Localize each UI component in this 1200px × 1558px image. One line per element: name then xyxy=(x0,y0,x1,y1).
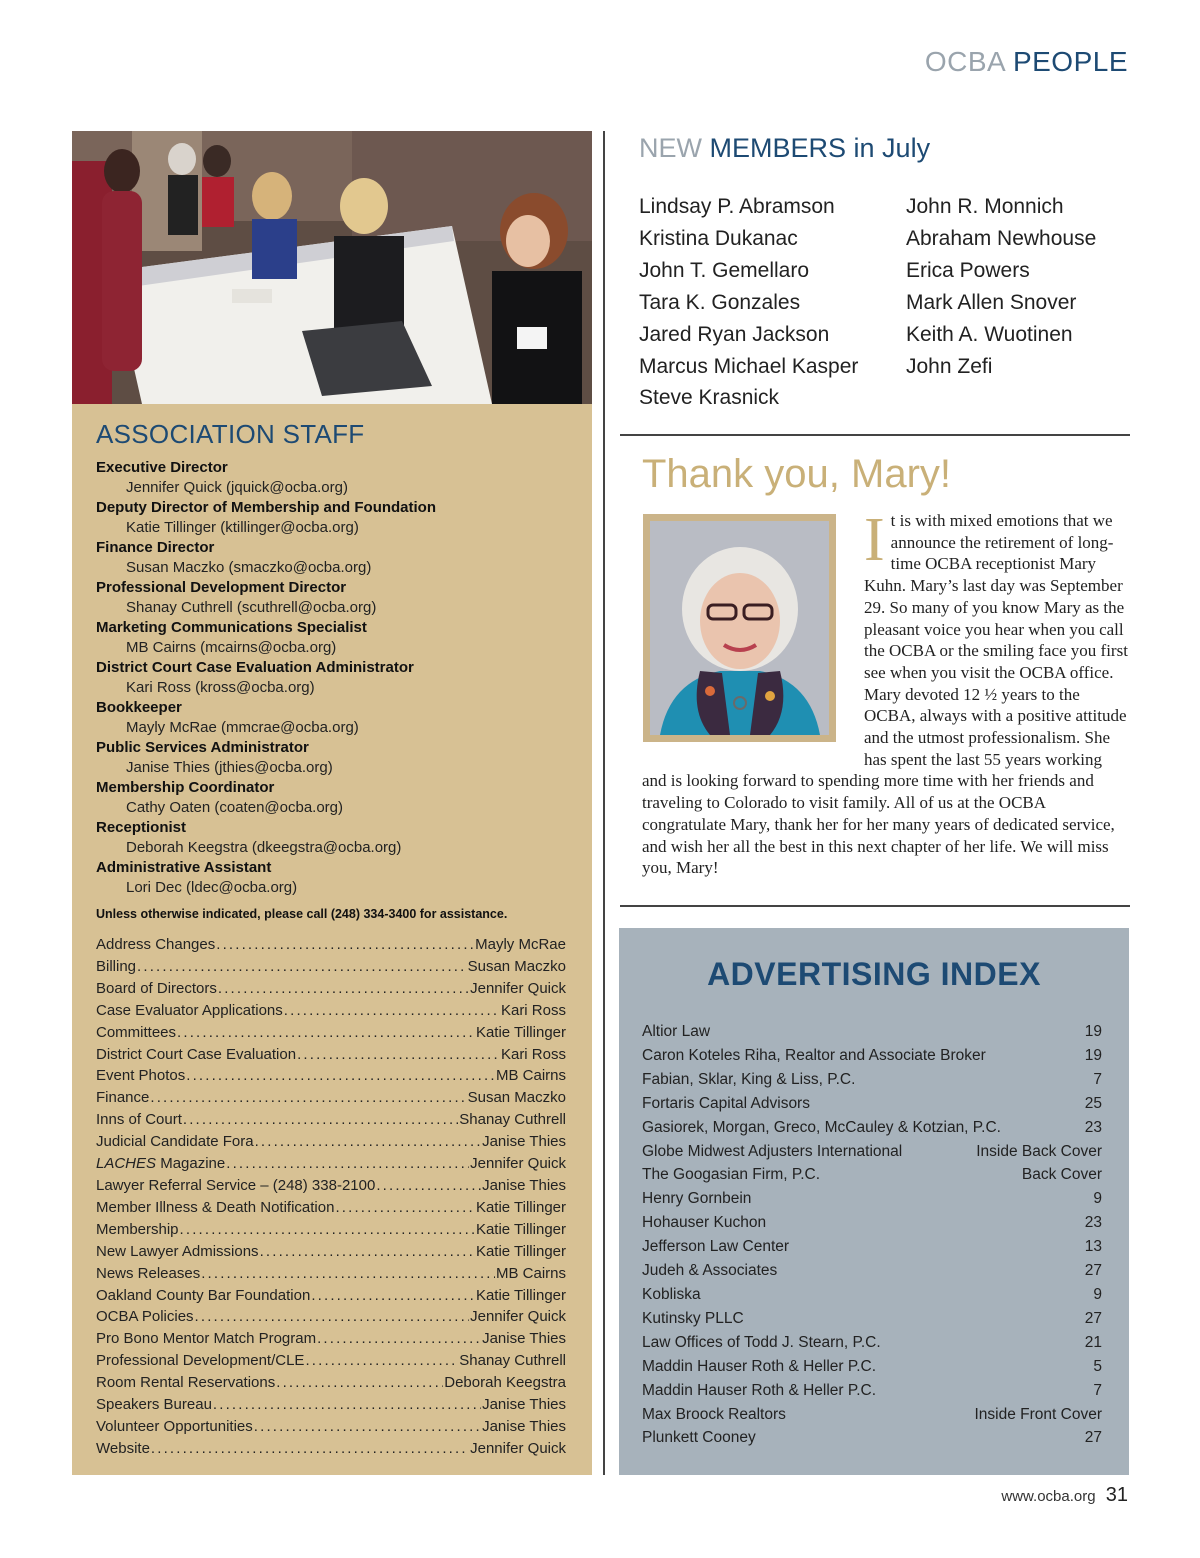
contact-topic-text: Case Evaluator Applications xyxy=(96,1001,283,1019)
contact-topic xyxy=(96,1219,179,1241)
staff-person: Shanay Cuthrell (scuthrell@ocba.org) xyxy=(126,599,377,616)
leader-dots xyxy=(216,934,474,956)
contact-row xyxy=(96,1044,566,1066)
contact-topic-text: Judicial Candidate Fora xyxy=(96,1133,254,1151)
advertiser-name: Caron Koteles Riha, Realtor and Associate Broker xyxy=(642,1046,986,1064)
member-name: Abraham Newhouse xyxy=(906,226,1097,250)
leader-dots xyxy=(305,1350,458,1372)
advertiser-page: 21 xyxy=(1084,1333,1102,1351)
contact-topic xyxy=(96,1263,200,1285)
advertiser-page: 25 xyxy=(1084,1094,1102,1112)
advertiser-page: 27 xyxy=(1084,1262,1102,1280)
contact-topic-text: Board of Directors xyxy=(96,979,217,997)
staff-role: Deputy Director of Membership and Foundation xyxy=(96,499,437,516)
ad-index-row xyxy=(642,1092,1102,1116)
contact-topic-text: Oakland County Bar Foundation xyxy=(96,1286,311,1304)
contact-row xyxy=(96,1438,566,1460)
leader-dots xyxy=(137,956,467,978)
contact-topic-text: Volunteer Opportunities xyxy=(96,1417,253,1435)
advertiser-page: 23 xyxy=(1084,1214,1102,1232)
contact-topic xyxy=(96,1197,334,1219)
contact-name: Janise Thies xyxy=(482,1417,566,1435)
page-number: 31 xyxy=(1105,1484,1128,1506)
advertiser-name: Globe Midwest Adjusters International xyxy=(642,1142,903,1160)
advertiser-name: Maddin Hauser Roth & Heller P.C. xyxy=(642,1381,877,1399)
contact-topic xyxy=(96,934,215,956)
advertiser-name: Fortaris Capital Advisors xyxy=(642,1094,810,1112)
contact-name: Shanay Cuthrell xyxy=(459,1352,566,1370)
contact-topic-text: News Releases xyxy=(96,1264,201,1282)
advertiser-page: 23 xyxy=(1084,1118,1102,1136)
contact-topic xyxy=(96,1065,185,1087)
contact-row xyxy=(96,1306,566,1328)
contact-topic xyxy=(96,1131,254,1153)
contact-name: MB Cairns xyxy=(495,1067,566,1085)
contact-name: Janise Thies xyxy=(482,1176,566,1194)
contact-topic xyxy=(96,1306,194,1328)
staff-person: Susan Maczko (smaczko@ocba.org) xyxy=(126,559,372,576)
staff-note: Unless otherwise indicated, please call (248) 334-3400 for assistance. xyxy=(96,907,508,921)
contact-topic-text: Finance xyxy=(96,1089,150,1107)
contact-row xyxy=(96,934,566,956)
contact-row xyxy=(96,1350,566,1372)
contact-row xyxy=(96,1416,566,1438)
member-name: Jared Ryan Jackson xyxy=(639,322,830,346)
advertiser-name: Max Broock Realtors xyxy=(642,1405,786,1423)
contact-topic-text: New Lawyer Admissions xyxy=(96,1242,259,1260)
contact-topic-text: Speakers Bureau xyxy=(96,1396,212,1414)
footer-url: www.ocba.org xyxy=(1001,1488,1096,1505)
divider xyxy=(620,905,1130,907)
member-name: Kristina Dukanac xyxy=(639,226,798,250)
staff-role: Executive Director xyxy=(96,459,228,476)
contact-row xyxy=(96,956,566,978)
staff-role: Public Services Administrator xyxy=(96,739,309,756)
staff-list xyxy=(96,458,576,898)
leader-dots xyxy=(186,1065,495,1087)
contact-name: Jennifer Quick xyxy=(470,1155,566,1173)
advertiser-name: Maddin Hauser Roth & Heller P.C. xyxy=(642,1357,877,1375)
advertiser-name: Hohauser Kuchon xyxy=(642,1214,767,1232)
advertiser-page: Inside Back Cover xyxy=(976,1142,1102,1160)
contact-topic-text: Membership xyxy=(96,1220,179,1238)
leader-dots xyxy=(311,1285,475,1307)
ad-index-row xyxy=(642,1116,1102,1140)
staff-person: Janise Thies (jthies@ocba.org) xyxy=(126,759,333,776)
contact-name: Mayly McRae xyxy=(475,936,566,953)
contact-topic-text: Website xyxy=(96,1439,150,1457)
ad-index-row xyxy=(642,1068,1102,1092)
staff-person: Lori Dec (ldec@ocba.org) xyxy=(126,879,298,896)
contact-topic xyxy=(96,1350,304,1372)
event-photo xyxy=(72,131,592,404)
leader-dots xyxy=(195,1306,470,1328)
contact-row xyxy=(96,1263,566,1285)
new-members-column-2 xyxy=(906,191,1096,382)
contact-topic xyxy=(96,1285,310,1307)
staff-role: Membership Coordinator xyxy=(96,779,275,796)
contact-topic-text: Lawyer Referral Service – (248) 338-2100 xyxy=(96,1176,376,1194)
leader-dots xyxy=(151,1438,469,1460)
ad-index-title: ADVERTISING INDEX xyxy=(707,956,1041,992)
ad-index-row xyxy=(642,1307,1102,1331)
contact-name: Katie Tillinger xyxy=(475,1286,566,1304)
member-name: John R. Monnich xyxy=(906,195,1064,218)
page-footer xyxy=(1001,1484,1128,1507)
contact-topic-text: LACHES xyxy=(96,1155,157,1173)
advertiser-name: Kutinsky PLLC xyxy=(642,1309,744,1327)
advertiser-page: 9 xyxy=(1093,1285,1102,1303)
contact-name: Kari Ross xyxy=(500,1001,566,1019)
contact-topic-text: Room Rental Reservations xyxy=(96,1374,276,1392)
contact-topic xyxy=(96,978,217,1000)
contact-topic xyxy=(96,1022,176,1044)
member-name: John Zefi xyxy=(906,354,993,378)
thanks-title: Thank you, Mary! xyxy=(642,452,952,496)
contact-topic xyxy=(96,1438,150,1460)
ad-index-row xyxy=(642,1283,1102,1307)
ad-index-row xyxy=(642,1044,1102,1068)
ad-index-row xyxy=(642,1163,1102,1187)
new-members-title-dark: MEMBERS in July xyxy=(709,133,931,163)
staff-person: Jennifer Quick (jquick@ocba.org) xyxy=(126,479,348,496)
leader-dots xyxy=(276,1372,443,1394)
leader-dots xyxy=(376,1175,481,1197)
contact-topic-text: OCBA Policies xyxy=(96,1308,194,1326)
contact-row xyxy=(96,1000,566,1022)
contact-row xyxy=(96,1285,566,1307)
staff-role: Administrative Assistant xyxy=(96,859,272,876)
leader-dots xyxy=(177,1022,475,1044)
contact-topic xyxy=(96,1328,316,1350)
staff-person: Kari Ross (kross@ocba.org) xyxy=(126,679,315,696)
staff-role: Receptionist xyxy=(96,819,187,836)
leader-dots xyxy=(317,1328,481,1350)
ad-index-row xyxy=(642,1235,1102,1259)
staff-person: Katie Tillinger (ktillinger@ocba.org) xyxy=(126,519,359,536)
leader-dots xyxy=(254,1416,481,1438)
thanks-body: t is with mixed emotions that we announce the retirement of long-time OCBA receptionist Mary Kuhn. Mary’s last day was September 29. So many of you know Mary as the pleasant voice you hear when you call the OCBA or the smiling face you first see when you visit the OCBA office. Mary devoted 12 ½ years to the OCBA, always with a positive attitude and the utmost professionalism. She has spent the last 55 years working and is looking forward to spending more time with her friends and traveling to Colorado to visit family. All of us at the OCBA congratulate Mary, thank her for her many years of dedicated service, and wish her all the best in this next chapter of her life. We will miss you, Mary! xyxy=(642,511,1128,878)
contact-topic-text: Address Changes xyxy=(96,936,216,953)
advertiser-name: Plunkett Cooney xyxy=(642,1429,756,1447)
contact-topic-text: Event Photos xyxy=(96,1067,186,1085)
contact-topic-text: Professional Development/CLE xyxy=(96,1352,305,1370)
staff-person: MB Cairns (mcairns@ocba.org) xyxy=(126,639,337,656)
ad-index-row xyxy=(642,1259,1102,1283)
advertiser-page: 7 xyxy=(1093,1381,1102,1399)
member-name: Erica Powers xyxy=(906,258,1030,282)
ad-index-row xyxy=(642,1187,1102,1211)
portrait-photo xyxy=(643,514,836,742)
member-name: Steve Krasnick xyxy=(639,386,780,410)
contact-row xyxy=(96,1153,566,1175)
contact-topic xyxy=(96,956,136,978)
contact-row xyxy=(96,1175,566,1197)
advertiser-page: Inside Front Cover xyxy=(974,1405,1102,1423)
contact-directory xyxy=(96,934,566,1460)
contact-name: Janise Thies xyxy=(482,1396,566,1414)
member-name: Mark Allen Snover xyxy=(906,290,1077,314)
leader-dots xyxy=(260,1241,475,1263)
member-name: Tara K. Gonzales xyxy=(639,290,801,314)
contact-name: Deborah Keegstra xyxy=(444,1374,566,1392)
contact-row xyxy=(96,1328,566,1350)
section-header xyxy=(925,46,1128,78)
contact-name: Katie Tillinger xyxy=(475,1023,566,1041)
leader-dots xyxy=(284,1000,500,1022)
contact-topic-text: Inns of Court xyxy=(96,1111,182,1129)
contact-topic xyxy=(96,1175,375,1197)
contact-row xyxy=(96,1065,566,1087)
leader-dots xyxy=(150,1087,466,1109)
advertiser-name: Kobliska xyxy=(642,1285,701,1303)
ad-index-row xyxy=(642,1140,1102,1164)
member-name: Marcus Michael Kasper xyxy=(639,354,859,378)
leader-dots xyxy=(213,1394,481,1416)
advertiser-name: Gasiorek, Morgan, Greco, McCauley & Kotzian, P.C. xyxy=(642,1118,1001,1136)
contact-topic-suffix: Magazine xyxy=(156,1155,226,1173)
advertiser-page: 13 xyxy=(1084,1238,1102,1256)
contact-row xyxy=(96,1109,566,1131)
column-divider xyxy=(603,131,605,1475)
contact-row xyxy=(96,978,566,1000)
contact-row xyxy=(96,1197,566,1219)
contact-topic xyxy=(96,1241,259,1263)
contact-name: Katie Tillinger xyxy=(475,1220,566,1238)
contact-topic-text: District Court Case Evaluation xyxy=(96,1045,297,1063)
contact-topic xyxy=(96,1416,253,1438)
contact-name: Jennifer Quick xyxy=(470,979,566,997)
staff-person: Deborah Keegstra (dkeegstra@ocba.org) xyxy=(126,839,402,856)
contact-name: Katie Tillinger xyxy=(475,1242,566,1260)
contact-topic xyxy=(96,1372,275,1394)
contact-topic xyxy=(96,1000,283,1022)
contact-name: Janise Thies xyxy=(482,1133,566,1151)
section-header-dark: PEOPLE xyxy=(1012,46,1128,77)
ad-index-row xyxy=(642,1426,1102,1450)
contact-name: Kari Ross xyxy=(500,1045,566,1063)
new-members-title-light: NEW xyxy=(639,133,702,163)
contact-topic-text: Committees xyxy=(96,1023,177,1041)
advertiser-name: Altior Law xyxy=(642,1023,711,1040)
contact-topic xyxy=(96,1087,149,1109)
advertising-index xyxy=(619,928,1129,1475)
contact-name: Katie Tillinger xyxy=(475,1198,566,1216)
staff-role: Finance Director xyxy=(96,539,215,556)
staff-role: Marketing Communications Specialist xyxy=(96,619,367,636)
contact-name: Jennifer Quick xyxy=(470,1308,566,1326)
contact-name: Shanay Cuthrell xyxy=(459,1111,566,1129)
advertiser-page: 7 xyxy=(1093,1070,1102,1088)
advertiser-page: 19 xyxy=(1084,1023,1102,1040)
contact-name: MB Cairns xyxy=(495,1264,566,1282)
divider xyxy=(620,434,1130,436)
contact-topic-text: Billing xyxy=(96,957,137,975)
advertiser-page: 5 xyxy=(1093,1357,1102,1375)
contact-row xyxy=(96,1394,566,1416)
advertiser-page: 27 xyxy=(1084,1309,1102,1327)
leader-dots xyxy=(297,1044,500,1066)
leader-dots xyxy=(335,1197,475,1219)
contact-topic xyxy=(96,1153,225,1175)
advertiser-name: Fabian, Sklar, King & Liss, P.C. xyxy=(642,1070,856,1088)
ad-index-row xyxy=(642,1331,1102,1355)
staff-role: Professional Development Director xyxy=(96,579,347,596)
leader-dots xyxy=(180,1219,475,1241)
member-name: John T. Gemellaro xyxy=(639,258,810,282)
ad-index-row xyxy=(642,1211,1102,1235)
staff-person: Mayly McRae (mmcrae@ocba.org) xyxy=(126,719,359,736)
staff-role: District Court Case Evaluation Administrator xyxy=(96,659,414,676)
contact-row xyxy=(96,1219,566,1241)
ad-index-list xyxy=(642,1020,1102,1450)
contact-row xyxy=(96,1131,566,1153)
leader-dots xyxy=(201,1263,495,1285)
leader-dots xyxy=(255,1131,481,1153)
contact-row xyxy=(96,1372,566,1394)
staff-title: ASSOCIATION STAFF xyxy=(96,419,365,449)
contact-name: Janise Thies xyxy=(482,1330,566,1348)
ad-index-row xyxy=(642,1403,1102,1427)
advertiser-name: Jefferson Law Center xyxy=(642,1238,790,1256)
advertiser-name: Henry Gornbein xyxy=(642,1190,752,1208)
advertiser-name: Judeh & Associates xyxy=(642,1262,778,1280)
contact-name: Jennifer Quick xyxy=(470,1439,566,1457)
section-header-light: OCBA xyxy=(924,46,1005,77)
contact-name: Susan Maczko xyxy=(467,1089,566,1107)
advertiser-page: Back Cover xyxy=(1021,1166,1102,1184)
contact-topic-text: Pro Bono Mentor Match Program xyxy=(96,1330,317,1348)
dropcap: I xyxy=(864,506,885,574)
member-name: Lindsay P. Abramson xyxy=(639,195,835,218)
contact-topic xyxy=(96,1394,212,1416)
leader-dots xyxy=(218,978,469,1000)
contact-row xyxy=(96,1241,566,1263)
ad-index-row xyxy=(642,1020,1102,1044)
contact-row xyxy=(96,1087,566,1109)
advertiser-name: Law Offices of Todd J. Stearn, P.C. xyxy=(642,1333,881,1351)
leader-dots xyxy=(226,1153,469,1175)
advertiser-page: 9 xyxy=(1093,1190,1102,1208)
staff-panel xyxy=(72,131,592,1475)
contact-topic xyxy=(96,1044,296,1066)
contact-row xyxy=(96,1022,566,1044)
advertiser-name: The Googasian Firm, P.C. xyxy=(642,1166,821,1184)
new-members-column-1 xyxy=(639,191,858,414)
staff-role: Bookkeeper xyxy=(96,699,182,716)
contact-name: Susan Maczko xyxy=(467,957,566,975)
ad-index-row xyxy=(642,1355,1102,1379)
new-members-title xyxy=(639,133,930,164)
contact-topic xyxy=(96,1109,182,1131)
member-name: Keith A. Wuotinen xyxy=(906,322,1073,346)
advertiser-page: 19 xyxy=(1084,1046,1102,1064)
advertiser-page: 27 xyxy=(1084,1429,1102,1447)
staff-person: Cathy Oaten (coaten@ocba.org) xyxy=(126,799,344,816)
leader-dots xyxy=(183,1109,458,1131)
ad-index-row xyxy=(642,1379,1102,1403)
contact-topic-text: Member Illness & Death Notification xyxy=(96,1198,335,1216)
